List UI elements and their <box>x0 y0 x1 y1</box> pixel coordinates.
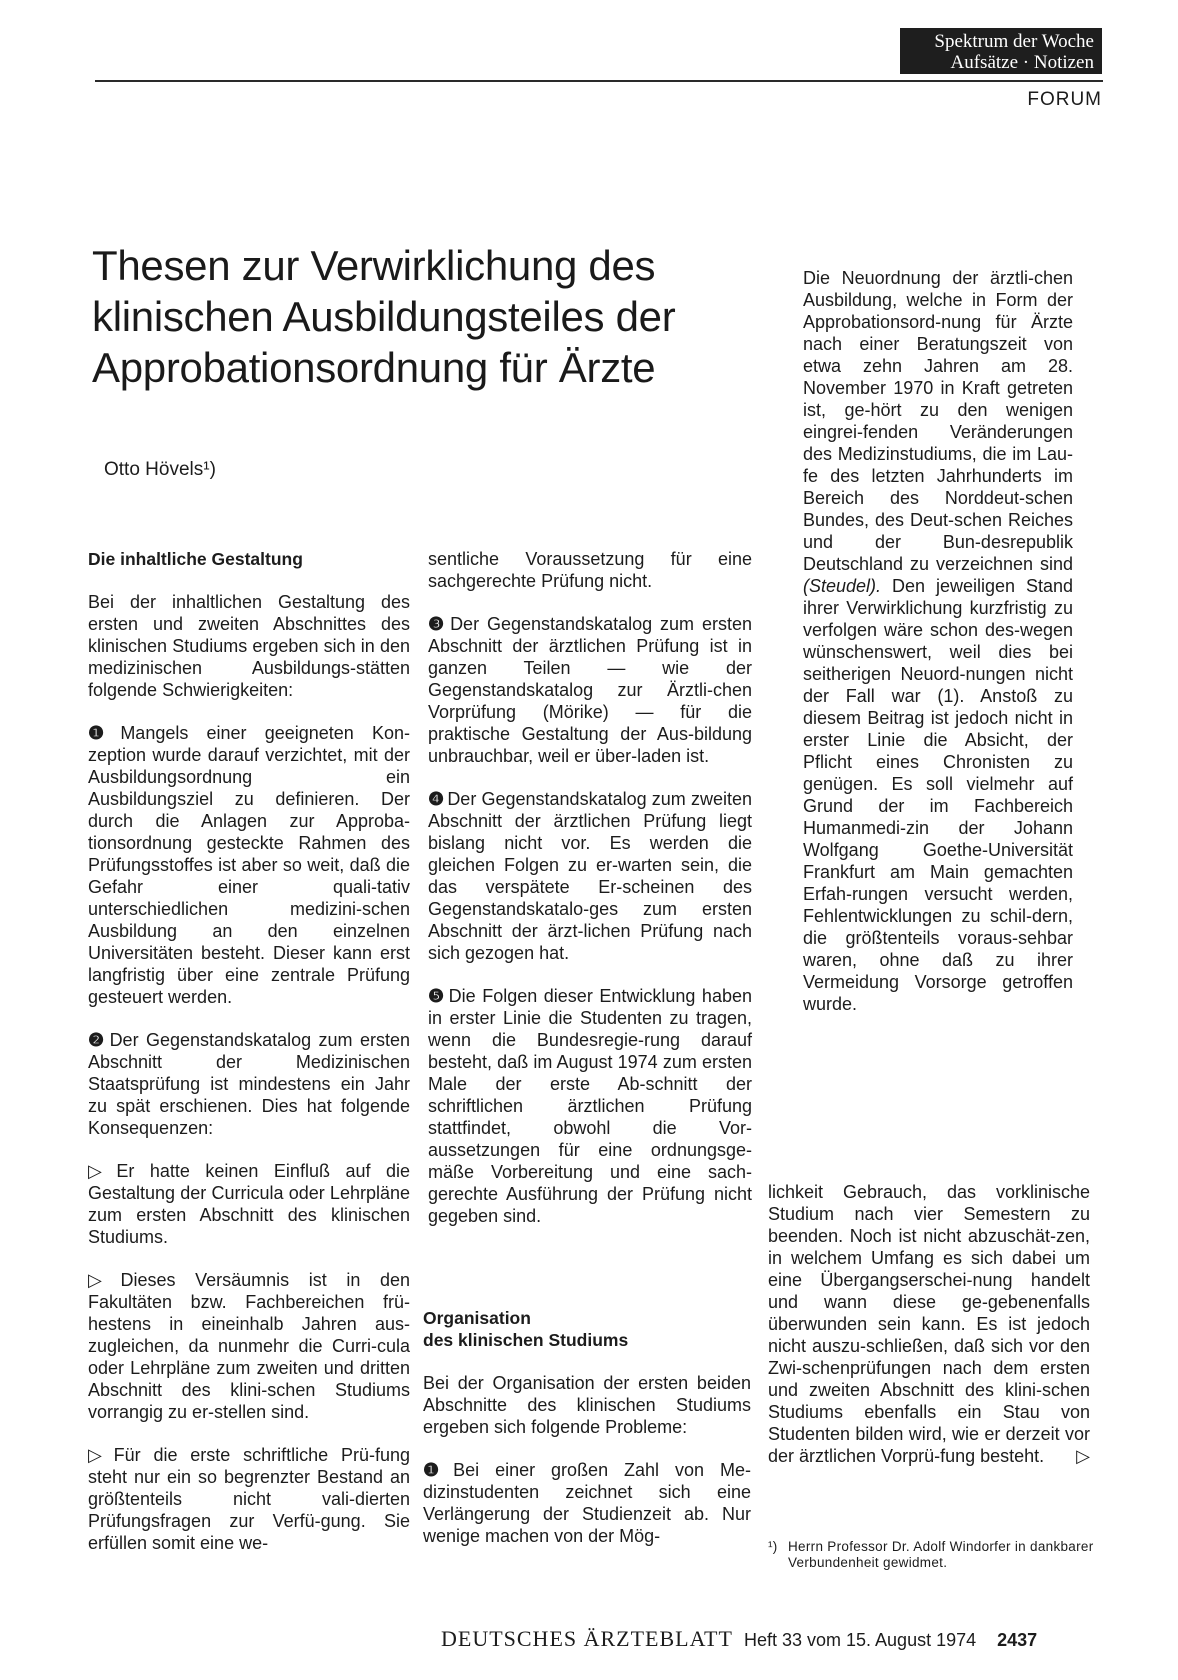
number-marker: ❺ <box>428 986 446 1006</box>
footnote-text: Herrn Professor Dr. Adolf Windorfer in dankbarer Verbundenheit gewidmet. <box>788 1539 1094 1570</box>
title-line-1: Thesen zur Verwirklichung des <box>92 242 656 289</box>
heading-line-1: Organisation <box>423 1308 531 1328</box>
magazine-name: DEUTSCHES ÄRZTEBLATT <box>441 1626 733 1651</box>
footnote-mark: ¹) <box>768 1539 778 1554</box>
number-marker: ❷ <box>88 1030 107 1050</box>
number-marker: ❹ <box>428 789 445 809</box>
column-3-lower <box>768 1181 1090 1488</box>
intro-text: Die Neuordnung der ärztli-chen Ausbildung, welche in Form der Approbationsord-nung für Ärzte nach einer Beratungszeit von etwa zehn Jahren am 28. November 1970 in Kraft getreten ist, ge-hört zu den wenigen eingrei-fenden Veränderungen des Medizinstudiums, die im Lau-fe des letzten Jahrhunderts im Bereich des Norddeut-schen Bundes, des Deut-schen Reiches und der Bun-desrepublik Deutschland zu verzeichnen sind <box>803 268 1073 574</box>
header-rule <box>95 80 1103 82</box>
footnote <box>768 1539 1098 1571</box>
title-line-2: klinischen Ausbildungsteiles der <box>92 293 676 340</box>
page-number: 2437 <box>997 1630 1038 1650</box>
bullet-item <box>88 1444 410 1554</box>
number-marker: ❶ <box>423 1460 451 1480</box>
bullet-item <box>88 1269 410 1423</box>
intro-text-continued: Den jeweiligen Stand ihrer Verwirklichung kurzfristig zu verfolgen wäre schon des-wegen wünschenswert, weil dies bei seitherigen Neuord-nungen nicht der Fall war (1). Anstoß zu diesem Beitrag ist jedoch nicht in erster Linie die Absicht, der Pflicht eines Chronisten zu genügen. Es soll vielmehr auf Grund der im Fachbereich Humanmedi-zin der Johann Wolfgang Goethe-Universität Frankfurt am Main gemachten Erfah-rungen versucht werden, Fehlentwicklungen zu schil-dern, die größtenteils voraus-sehbar waren, ohne daß zu ihrer Vermeidung Vorsorge getroffen wurde. <box>803 576 1073 1014</box>
section-heading: Die inhaltliche Gestaltung <box>88 549 303 569</box>
continue-arrow-icon: ▷ <box>1076 1446 1090 1466</box>
numbered-item <box>88 1029 410 1139</box>
section-badge <box>900 28 1102 74</box>
numbered-item <box>428 788 752 964</box>
title-line-3: Approbationsordnung für Ärzte <box>92 344 656 391</box>
triangle-bullet-icon: ▷ <box>88 1161 113 1181</box>
badge-line-2: Aufsätze · Notizen <box>950 52 1094 73</box>
column-2-lower <box>423 1307 751 1568</box>
item-text: Dieses Versäumnis ist in den Fakultäten bzw. Fachbereichen frü-hestens in eineinhalb Jahren aus-zugleichen, da nunmehr die Curri-cula oder Lehrpläne zum zweiten und dritten Abschnitt des klini-schen Studiums vorrangig zu er-stellen sind. <box>88 1270 410 1422</box>
paragraph-text: lichkeit Gebrauch, das vorklinische Studium nach vier Semestern zu beenden. Noch ist nicht abzuschät-zen, in welchem Umfang es sich dabei um eine Übergangserschei-nung handelt und wann diese ge-gebenenfalls überwunden sein kann. Es ist jedoch nicht auszu-schließen, daß sich vor den Zwi-schenprüfungen nach dem ersten und zweiten Abschnitt des klini-schen Studiums ebenfalls ein Stau von Studenten bilden wird, wie er derzeit vor der ärztlichen Vorprü-fung besteht. <box>768 1182 1090 1466</box>
numbered-item <box>423 1459 751 1547</box>
numbered-item <box>428 613 752 767</box>
badge-line-1: Spektrum der Woche <box>934 31 1094 52</box>
number-marker: ❸ <box>428 614 448 634</box>
bullet-item <box>88 1160 410 1248</box>
column-3-intro <box>803 267 1073 1036</box>
column-2 <box>428 548 752 1248</box>
paragraph <box>768 1181 1090 1467</box>
citation: (Steudel). <box>803 576 882 596</box>
item-text: Mangels einer geeigneten Kon-zeption wurde darauf verzichtet, mit der Ausbildungsordnung ein Ausbildungsziel zu definieren. Der durch die Anlagen zur Approba-tionsordnung gesteckte Rahmen des Prüfungsstoffes ist aber so weit, daß die Gefahr einer quali-tativ unterschiedlichen medizini-schen Ausbildung an den einzelnen Universitäten besteht. Dieser kann erst langfristig über eine zentrale Prüfung gesteuert werden. <box>88 723 410 1007</box>
item-text: Die Folgen dieser Entwicklung haben in erster Linie die Studenten zu tragen, wenn die Bundesregie-rung darauf besteht, daß im August 1974 zum ersten Male der erste Ab-schnitt der schriftlichen ärztlichen Prüfung stattfindet, obwohl die Vor-aussetzungen für eine ordnungsge-mäße Vorbereitung und eine sach-gerechte Ausführung der Prüfung nicht gegeben sind. <box>428 986 752 1226</box>
heading-line-2: des klinischen Studiums <box>423 1330 629 1350</box>
column-1 <box>88 548 410 1575</box>
item-text: Der Gegenstandskatalog zum ersten Abschnitt der Medizinischen Staatsprüfung ist mindestens ein Jahr zu spät erschienen. Dies hat folgende Konsequenzen: <box>88 1030 410 1138</box>
intro-paragraph <box>803 267 1073 1015</box>
item-text: Er hatte keinen Einfluß auf die Gestaltung der Curricula oder Lehrpläne zum ersten Abschnitt des klinischen Studiums. <box>88 1161 410 1247</box>
author-byline: Otto Hövels¹) <box>104 459 216 480</box>
issue-info: Heft 33 vom 15. August 1974 <box>743 1630 977 1650</box>
numbered-item <box>428 985 752 1227</box>
paragraph: Bei der Organisation der ersten beiden Abschnitte des klinischen Studiums ergeben sich folgende Probleme: <box>423 1373 751 1437</box>
item-text: Für die erste schriftliche Prü-fung steht nur ein so begrenzter Bestand an größtenteils nicht vali-dierten Prüfungsfragen zur Verfü-gung. Sie erfüllen somit eine we- <box>88 1445 410 1553</box>
section-heading <box>423 1307 751 1351</box>
page-footer <box>441 1626 1037 1652</box>
article-title <box>92 240 772 393</box>
numbered-item <box>88 722 410 1008</box>
triangle-bullet-icon: ▷ <box>88 1270 117 1290</box>
item-text: Der Gegenstandskatalog zum ersten Abschnitt der ärztlichen Prüfung ist in ganzen Teilen — wie der Gegenstandskatalog zur Ärztli-chen Vorprüfung (Mörike) — für die praktische Gestaltung der Aus-bildung unbrauchbar, weil er über-laden ist. <box>428 614 752 766</box>
number-marker: ❶ <box>88 723 118 743</box>
paragraph: sentliche Voraussetzung für eine sachgerechte Prüfung nicht. <box>428 549 752 591</box>
item-text: Bei einer großen Zahl von Me-dizinstudenten zeichnet sich eine Verlängerung der Studienzeit ab. Nur wenige machen von der Mög- <box>423 1460 751 1546</box>
paragraph: Bei der inhaltlichen Gestaltung des ersten und zweiten Abschnittes des klinischen Studiums ergeben sich in den medizinischen Ausbildungs-stätten folgende Schwierigkeiten: <box>88 592 410 700</box>
triangle-bullet-icon: ▷ <box>88 1445 110 1465</box>
item-text: Der Gegenstandskatalog zum zweiten Abschnitt der ärztlichen Prüfung liegt bislang nicht vor. Es werden die gleichen Folgen zu er-warten sein, die das verspätete Er-scheinen des Gegenstandskatalo-ges zum ersten Abschnitt der ärzt-lichen Prüfung nach sich gezogen hat. <box>428 789 752 963</box>
section-label: FORUM <box>1027 89 1102 110</box>
